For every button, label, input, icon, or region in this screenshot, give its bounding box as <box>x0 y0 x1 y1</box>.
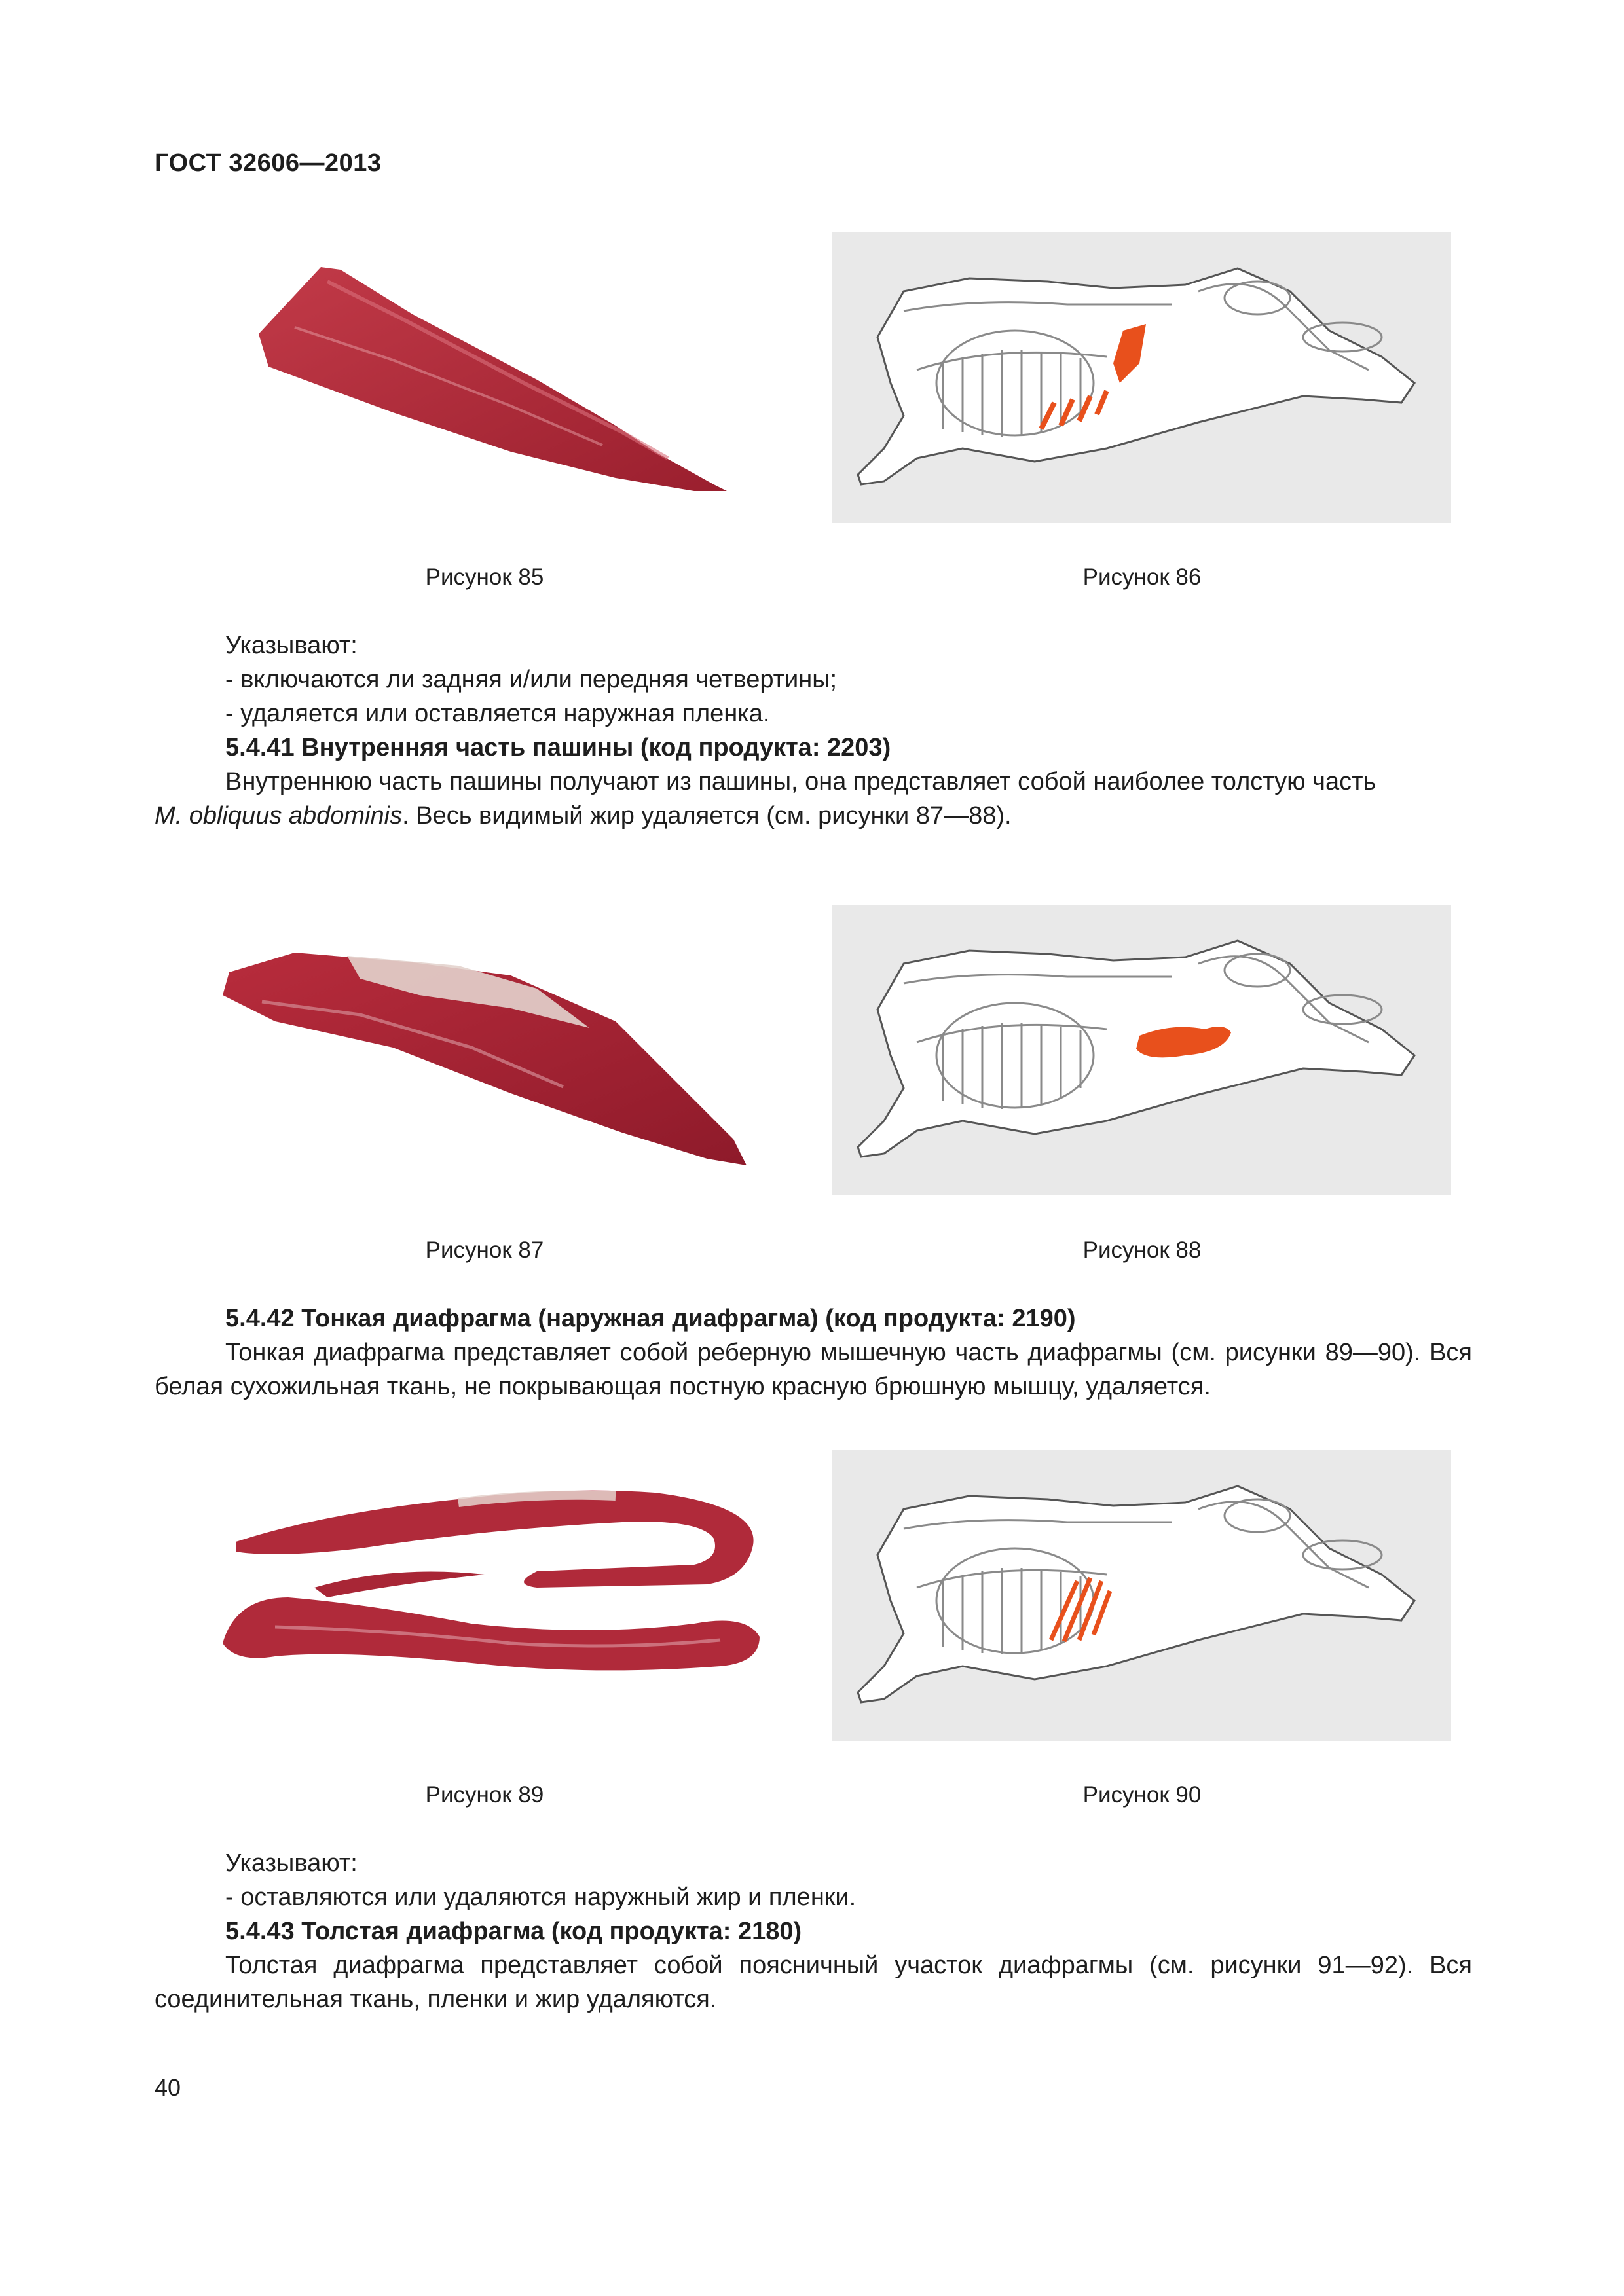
figure-87-meat-photo <box>196 917 799 1211</box>
caption-figure-90: Рисунок 90 <box>1082 1782 1202 1808</box>
latin-term: M. obliquus abdominis <box>155 802 403 829</box>
section-heading: 5.4.42 Тонкая диафрагма (наружная диафрагма) (код продукта: 2190) <box>225 1305 1076 1332</box>
document-header: ГОСТ 32606—2013 <box>155 149 382 177</box>
figure-88-carcass-diagram <box>832 905 1451 1195</box>
page-number: 40 <box>155 2074 181 2101</box>
figure-85-meat-photo <box>196 255 799 550</box>
section-heading: 5.4.41 Внутренняя часть пашины (код продукта: 2203) <box>225 734 891 761</box>
section-body: Тонкая диафрагма представляет собой реберную мышечную часть диафрагмы (см. рисунки 89—90). Вся белая сухожильная ткань, не покрывающая постную красную брюшную мышцу, удаляется. <box>155 1339 1472 1400</box>
section-5-4-42 <box>155 1302 1472 1404</box>
section-heading: 5.4.43 Толстая диафрагма (код продукта: 2180) <box>225 1918 802 1945</box>
list-item: - оставляются или удаляются наружный жир и пленки. <box>225 1884 857 1911</box>
figure-89-meat-photo <box>196 1467 799 1761</box>
section-body: Толстая диафрагма представляет собой поясничный участок диафрагмы (см. рисунки 91—92). Вся соединительная ткань, пленки и жир удаляются. <box>155 1952 1472 2013</box>
list-item: - удаляется или оставляется наружная пленка. <box>225 700 770 727</box>
caption-figure-87: Рисунок 87 <box>425 1237 544 1263</box>
list-item: - включаются ли задняя и/или передняя четвертины; <box>225 666 838 693</box>
indicate-label: Указывают: <box>225 632 358 659</box>
section-5-4-43 <box>155 1846 1472 2016</box>
caption-figure-86: Рисунок 86 <box>1082 564 1202 590</box>
body-text-end: . Весь видимый жир удаляется (см. рисунки 87—88). <box>402 802 1012 829</box>
indicate-label: Указывают: <box>225 1850 358 1877</box>
caption-figure-85: Рисунок 85 <box>425 564 544 590</box>
figure-86-carcass-diagram <box>832 232 1451 523</box>
body-text: Внутреннюю часть пашины получают из пашины, она представляет собой наиболее толстую часть <box>225 768 1376 795</box>
figure-90-carcass-diagram <box>832 1450 1451 1741</box>
caption-figure-89: Рисунок 89 <box>425 1782 544 1808</box>
section-body <box>155 765 1472 833</box>
section-5-4-41 <box>155 629 1472 833</box>
caption-figure-88: Рисунок 88 <box>1082 1237 1202 1263</box>
